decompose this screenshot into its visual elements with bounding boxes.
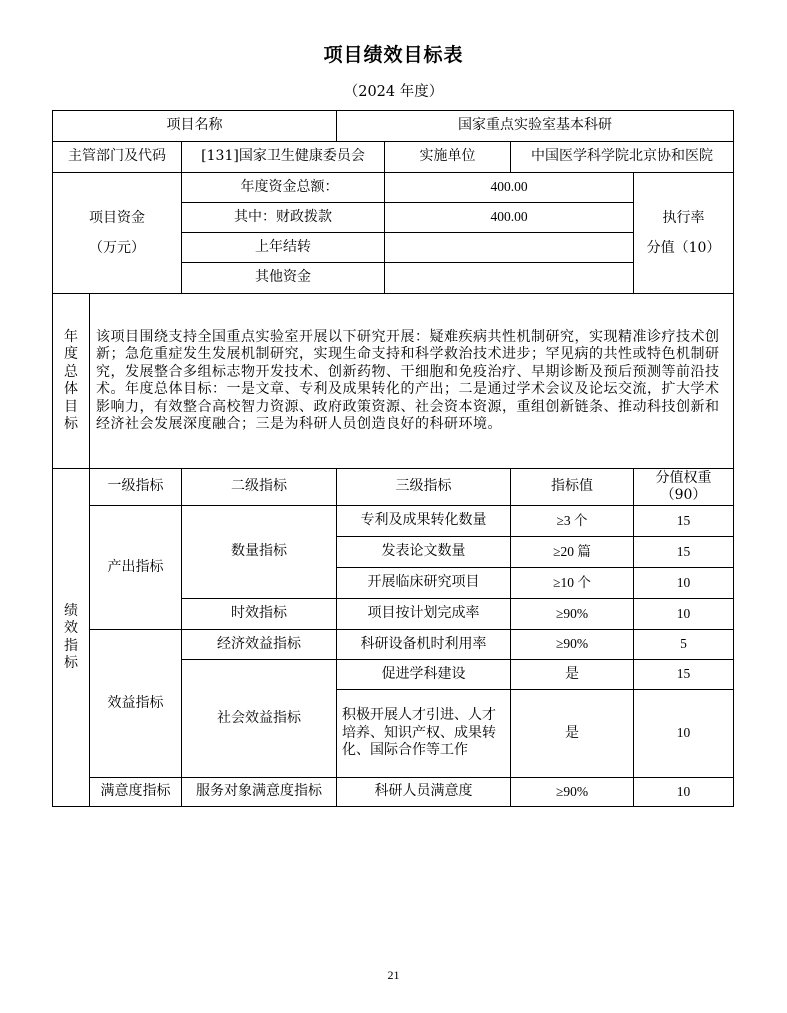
indicator-value: 是 [511, 660, 634, 690]
indicator-name: 专利及成果转化数量 [337, 506, 511, 537]
header-weight [634, 469, 734, 506]
funds-fiscal-label: 其中：财政拨款 [182, 203, 385, 233]
department-label: 主管部门及代码 [53, 142, 182, 173]
indicators-label-char: 绩 [64, 602, 78, 619]
indicator-row [53, 630, 734, 660]
quantity-indicator-label: 数量指标 [182, 506, 337, 599]
funds-label-line1: 项目资金 [89, 210, 145, 226]
annual-goals-label [53, 294, 90, 469]
indicator-score: 5 [634, 630, 734, 660]
project-name-value: 国家重点实验室基本科研 [337, 111, 734, 142]
social-indicator-label: 社会效益指标 [182, 660, 337, 778]
timeliness-indicator-label: 时效指标 [182, 599, 337, 630]
indicators-label-char: 效 [64, 620, 78, 636]
header-weight-line1: 分值权重 [655, 469, 712, 486]
indicator-score: 10 [634, 778, 734, 807]
service-satisfaction-label: 服务对象满意度指标 [182, 778, 337, 807]
indicator-name: 开展临床研究项目 [337, 568, 511, 599]
project-name-label: 项目名称 [53, 111, 337, 142]
indicators-label-char: 指 [64, 637, 78, 654]
execution-rate-label [634, 173, 734, 294]
execution-rate-line2: 分值（10） [646, 240, 721, 256]
indicator-name: 科研人员满意度 [337, 778, 511, 807]
goals-label-char: 总 [64, 363, 78, 380]
annual-goals-row [53, 294, 734, 469]
indicator-score: 10 [634, 599, 734, 630]
indicator-value: ≥90% [511, 599, 634, 630]
indicator-name [337, 690, 511, 778]
funds-label-line2: （万元） [89, 240, 145, 256]
funds-carryover-value [385, 233, 634, 263]
indicator-name: 促进学科建设 [337, 660, 511, 690]
indicator-name-line: 培养、知识产权、成果转 [342, 724, 497, 741]
indicator-name: 项目按计划完成率 [337, 599, 511, 630]
document-title: 项目绩效目标表 [323, 44, 464, 66]
funds-other-value [385, 263, 634, 294]
indicators-label [53, 469, 90, 807]
project-name-row [53, 111, 734, 142]
department-value: [131]国家卫生健康委员会 [182, 142, 385, 173]
indicator-score: 15 [634, 506, 734, 537]
goals-label-char: 目 [64, 398, 78, 415]
indicator-name: 发表论文数量 [337, 537, 511, 568]
header-weight-line2: （90） [660, 487, 707, 503]
header-value: 指标值 [511, 469, 634, 506]
indicator-score: 10 [634, 568, 734, 599]
goals-label-char: 体 [64, 381, 78, 397]
goals-label-char: 标 [64, 416, 78, 432]
indicator-value: ≥3 个 [511, 506, 634, 537]
indicator-row [53, 506, 734, 537]
indicator-value: 是 [511, 690, 634, 778]
indicator-value: ≥20 篇 [511, 537, 634, 568]
output-indicator-label: 产出指标 [90, 506, 182, 630]
indicator-value: ≥90% [511, 778, 634, 807]
indicator-score: 15 [634, 660, 734, 690]
funds-total-row [53, 173, 734, 203]
indicator-score: 15 [634, 537, 734, 568]
funds-total-label: 年度资金总额： [182, 173, 385, 203]
unit-label: 实施单位 [385, 142, 511, 173]
header-level2: 二级指标 [182, 469, 337, 506]
funds-carryover-label: 上年结转 [182, 233, 385, 263]
goals-label-char: 度 [64, 346, 78, 362]
header-level1: 一级指标 [90, 469, 182, 506]
indicators-label-char: 标 [64, 655, 78, 671]
indicator-row [53, 778, 734, 807]
indicator-value: ≥10 个 [511, 568, 634, 599]
satisfaction-indicator-label: 满意度指标 [90, 778, 182, 807]
header-level3: 三级指标 [337, 469, 511, 506]
indicator-score: 10 [634, 690, 734, 778]
funds-label [53, 173, 182, 294]
unit-value: 中国医学科学院北京协和医院 [511, 142, 734, 173]
economic-indicator-label: 经济效益指标 [182, 630, 337, 660]
goals-label-char: 年 [64, 328, 78, 345]
funds-other-label: 其他资金 [182, 263, 385, 294]
department-row [53, 142, 734, 173]
indicators-header-row [53, 469, 734, 506]
page-number: 21 [387, 968, 400, 982]
indicator-name-line: 化、国际合作等工作 [342, 742, 469, 759]
indicator-name-line: 积极开展人才引进、人才 [342, 707, 497, 724]
execution-rate-line1: 执行率 [662, 210, 705, 226]
indicator-value: ≥90% [511, 630, 634, 660]
funds-fiscal-value: 400.00 [385, 203, 634, 233]
document-year: （2024 年度） [343, 84, 444, 100]
indicator-name: 科研设备机时利用率 [337, 630, 511, 660]
performance-table [52, 110, 734, 807]
annual-goals-text: 该项目围绕支持全国重点实验室开展以下研究开展：疑难疾病共性机制研究，实现精准诊疗技术创新；急危重症发生发展机制研究，实现生命支持和科学救治技术进步；罕见病的共性或特色机制研究，发展整合多组标志物开发技术、创新药物、干细胞和免疫治疗、早期诊断及预后预测等前沿技术。年度总体目标：一是文章、专利及成果转化的产出；二是通过学术会议及论坛交流，扩大学术影响力，有效整合高校智力资源、政府政策资源、社会资本资源，重组创新链条、推动科技创新和经济社会发展深度融合；三是为科研人员创造良好的科研环境。 [90, 294, 734, 469]
funds-total-value: 400.00 [385, 173, 634, 203]
benefit-indicator-label: 效益指标 [90, 630, 182, 778]
